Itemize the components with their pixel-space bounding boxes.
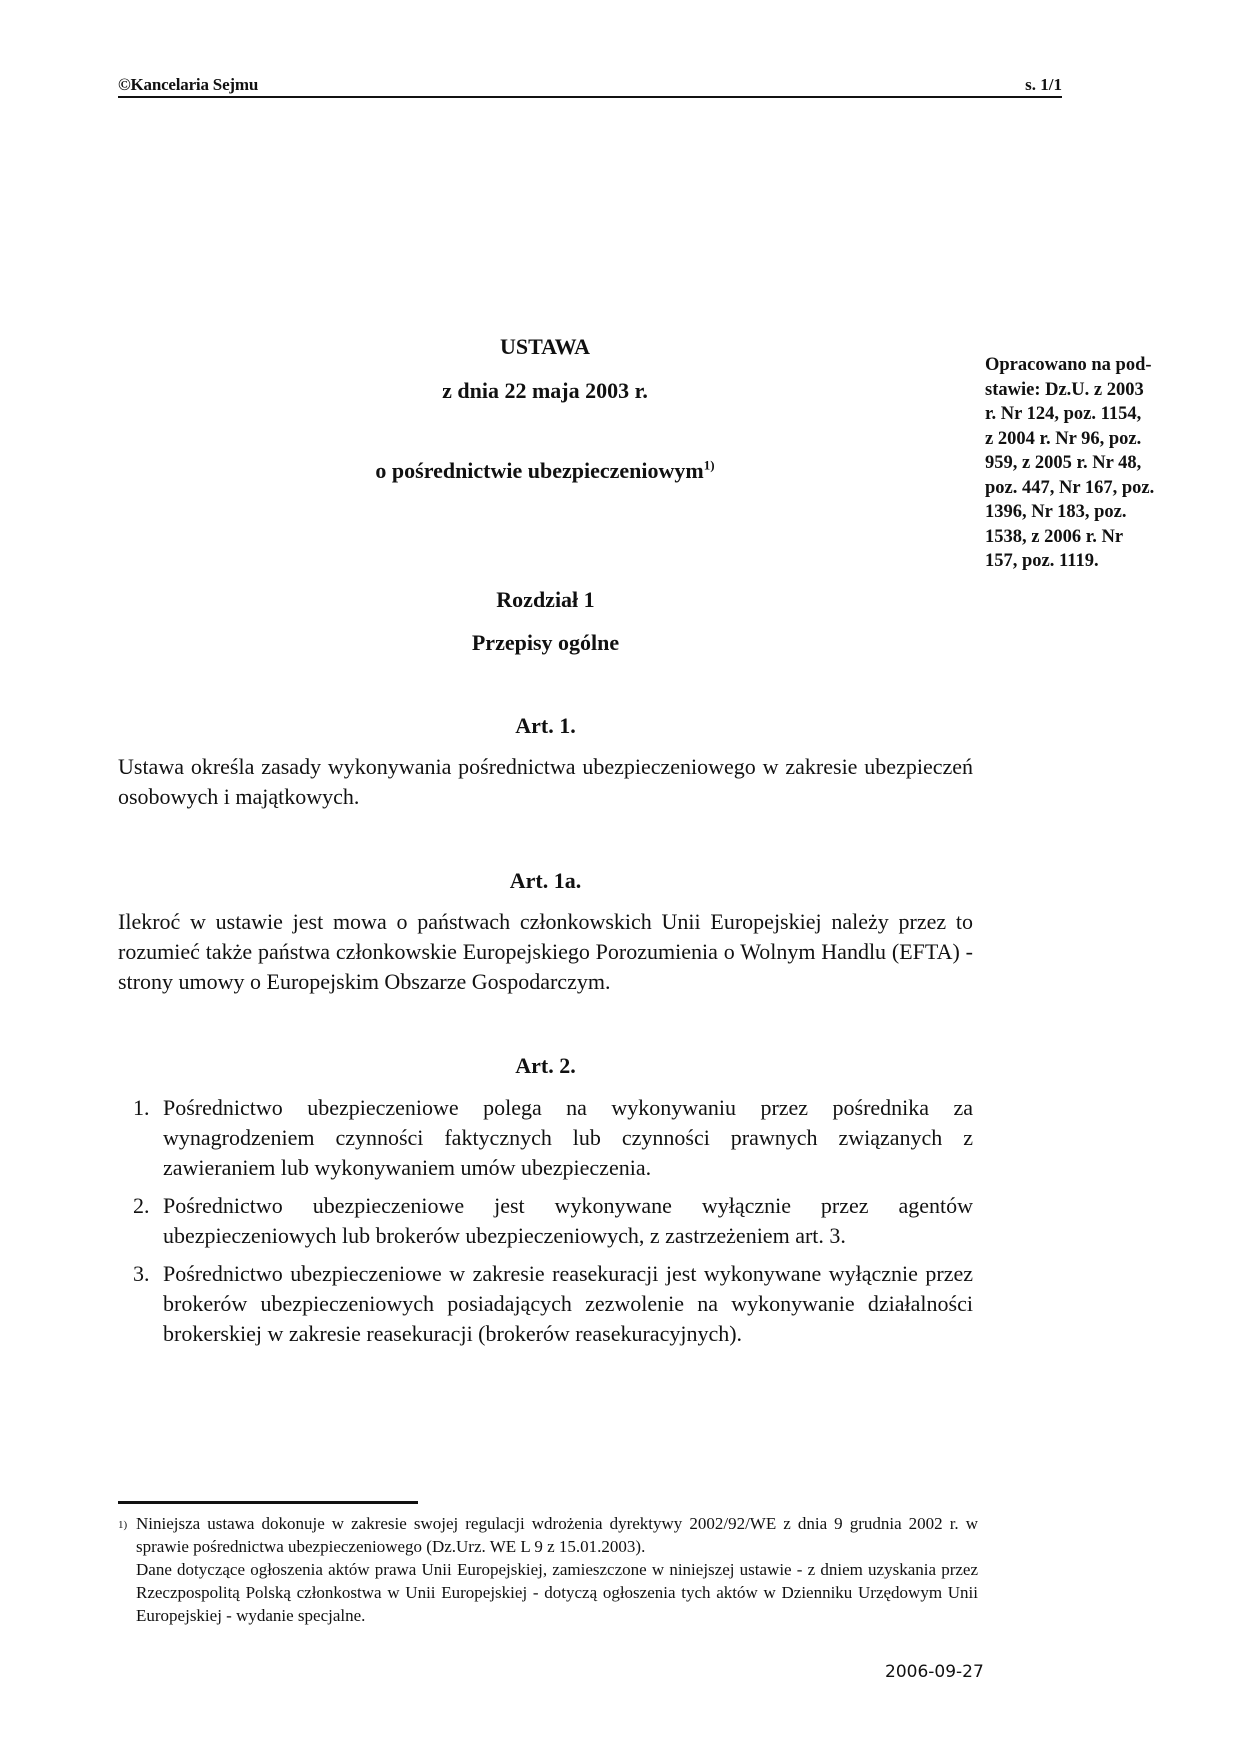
list-item-number: 3. [133,1261,150,1286]
act-date: z dnia 22 maja 2003 r. [442,378,648,403]
footnote-paragraph: Dane dotyczące ogłoszenia aktów prawa Unii Europejskiej, zamieszczone w niniejszej ustawie - z dniem uzyskania przez Rzeczpospolitą Polską członkostwa w Unii Europejskiej - dotyczą ogłoszenia tych aktów w Dzienniku Urzędowym Unii Europejskiej - wydanie specjalne. [136,1560,978,1625]
footnote-ref[interactable]: 1) [703,457,715,473]
header-copyright: ©Kancelaria Sejmu [118,75,259,94]
source-note-line: Opracowano na pod- [985,355,1152,375]
act-subject-text: o pośrednictwie ubezpieczeniowym [375,458,704,483]
list-item-text: Pośrednictwo ubezpieczeniowe jest wykonywane wyłącznie przez agentów ubezpieczeniowych lub brokerów ubezpieczeniowych, z zastrzeżeniem art. 3. [163,1193,973,1248]
page-header [118,74,1062,98]
list-item-number: 2. [133,1193,150,1218]
source-note-line: 157, poz. 1119. [985,551,1099,571]
footnote [118,1512,978,1627]
article-2-heading: Art. 2. [515,1053,576,1078]
chapter-number: Rozdział 1 [496,587,595,612]
footnote-separator [118,1501,418,1504]
list-item [133,1093,973,1183]
source-note-line: stawie: Dz.U. z 2003 [985,379,1144,400]
article-1-heading: Art. 1. [515,713,576,738]
footer-date: 2006-09-27 [885,1662,984,1682]
list-item-text: Pośrednictwo ubezpieczeniowe polega na wykonywaniu przez pośrednika za wynagrodzeniem czynności faktycznych lub czynności prawnych związanych z zawieraniem lub wykonywaniem umów ubezpieczenia. [163,1095,973,1180]
source-note-line: 1396, Nr 183, poz. [985,502,1127,522]
list-item [133,1259,973,1349]
act-type: USTAWA [499,334,591,359]
source-note-line: 959, z 2005 r. Nr 48, [985,453,1142,473]
list-item [133,1191,973,1251]
header-page-number: s. 1/1 [1025,75,1062,94]
list-item-text: Pośrednictwo ubezpieczeniowe w zakresie reasekuracji jest wykonywane wyłącznie przez brokerów ubezpieczeniowych posiadających zezwolenie na wykonywanie działalności brokerskiej w zakresie reasekuracji (brokerów reasekuracyjnych). [163,1261,973,1346]
footnote-marker: 1) [118,1519,128,1531]
article-2-list [133,1093,973,1357]
article-1-text: Ustawa określa zasady wykonywania pośrednictwa ubezpieczeniowego w zakresie ubezpieczeń osobowych i majątkowych. [118,754,973,809]
article-1a-text: Ilekroć w ustawie jest mowa o państwach członkowskich Unii Europejskiej należy przez to rozumieć także państwa członkowskie Europejskiego Porozumienia o Wolnym Handlu (EFTA) - strony umowy o Europejskim Obszarze Gospodarczym. [118,909,973,994]
chapter-name: Przepisy ogólne [471,630,620,655]
source-note-line: z 2004 r. Nr 96, poz. [985,428,1142,449]
source-note-line: poz. 447, Nr 167, poz. [985,477,1155,498]
source-note-line: r. Nr 124, poz. 1154, [985,404,1142,424]
list-item-number: 1. [133,1095,150,1120]
footnote-paragraph: Niniejsza ustawa dokonuje w zakresie swojej regulacji wdrożenia dyrektywy 2002/92/WE z dnia 9 grudnia 2002 r. w sprawie pośrednictwa ubezpieczeniowego (Dz.Urz. WE L 9 z 15.01.2003). [136,1514,978,1556]
act-subject [318,458,772,484]
article-1a-heading: Art. 1a. [509,868,582,893]
source-note [985,353,1185,574]
source-note-line: 1538, z 2006 r. Nr [985,526,1124,547]
